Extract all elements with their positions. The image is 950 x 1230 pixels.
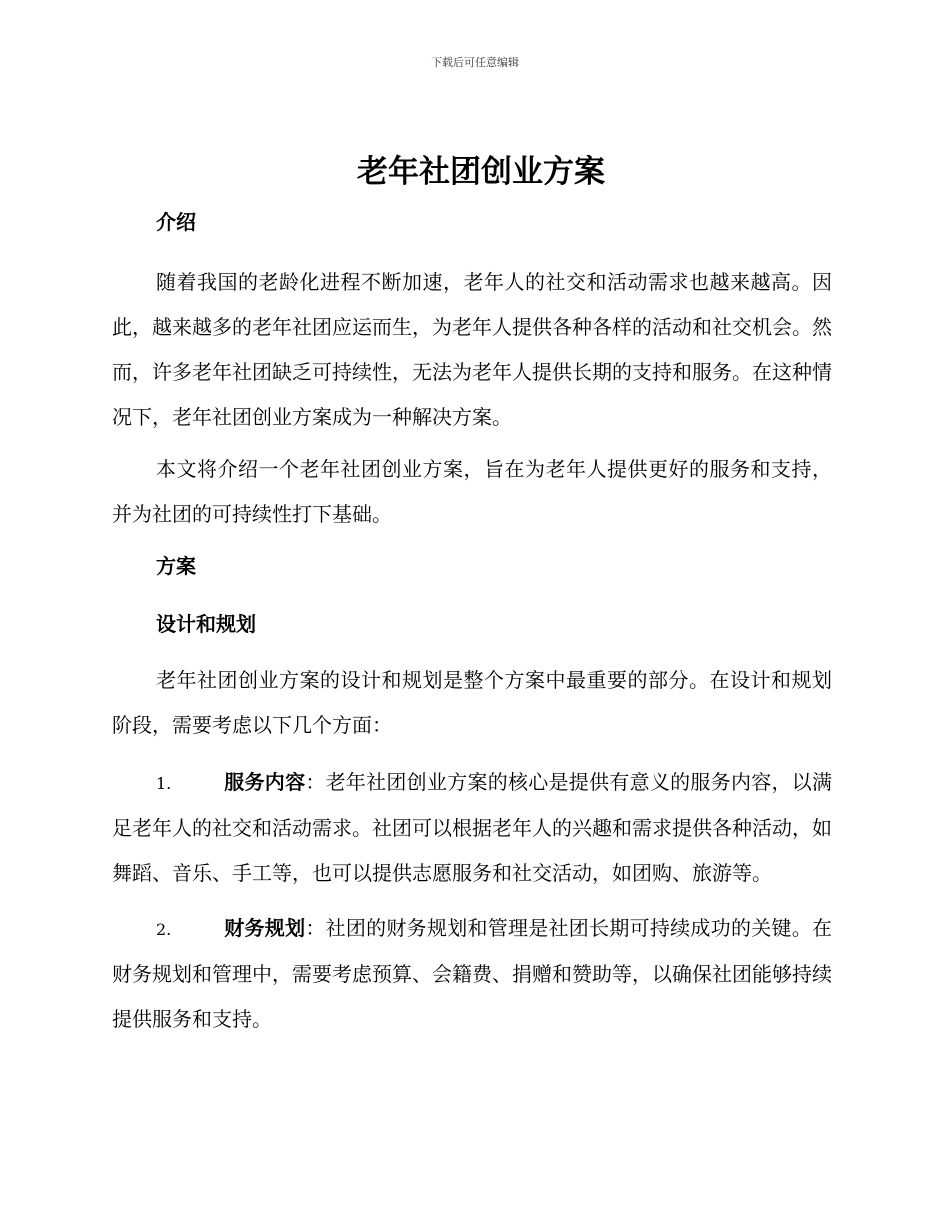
intro-paragraph-1: 随着我国的老龄化进程不断加速，老年人的社交和活动需求也越来越高。因此，越来越多的老年社团应运而生，为老年人提供各种各样的活动和社交机会。然而，许多老年社团缺乏可持续性，无法为老年人提供长期的支持和服务。在这种情况下，老年社团创业方案成为一种解决方案。 xyxy=(112,270,832,429)
heading-design: 设计和规划 xyxy=(156,612,256,636)
list-item-number: 1. xyxy=(156,774,172,793)
list-item xyxy=(112,760,832,896)
design-paragraph-1: 老年社团创业方案的设计和规划是整个方案中最重要的部分。在设计和规划阶段，需要考虑以下几个方面： xyxy=(112,668,832,737)
heading-plan: 方案 xyxy=(156,554,196,578)
heading-intro: 介绍 xyxy=(156,210,196,234)
intro-paragraph-2: 本文将介绍一个老年社团创业方案，旨在为老年人提供更好的服务和支持，并为社团的可持续性打下基础。 xyxy=(112,457,832,526)
list-item-number: 2. xyxy=(156,920,172,939)
document-body xyxy=(112,150,832,1042)
list-item-text: ：社团的财务规划和管理是社团长期可持续成功的关键。在财务规划和管理中，需要考虑预算、会籍费、捐赠和赞助等，以确保社团能够持续提供服务和支持。 xyxy=(112,916,833,1031)
list-item-text: ：老年社团创业方案的核心是提供有意义的服务内容，以满足老年人的社交和活动需求。社团可以根据老年人的兴趣和需求提供各种活动，如舞蹈、音乐、手工等，也可以提供志愿服务和社交活动，如团购、旅游等。 xyxy=(112,770,833,885)
list-item xyxy=(112,906,832,1042)
page-header: 下载后可任意编辑 xyxy=(431,56,519,69)
document-title: 老年社团创业方案 xyxy=(357,154,605,190)
list-item-term: 服务内容 xyxy=(224,770,306,794)
list-item-term: 财务规划 xyxy=(224,916,306,940)
